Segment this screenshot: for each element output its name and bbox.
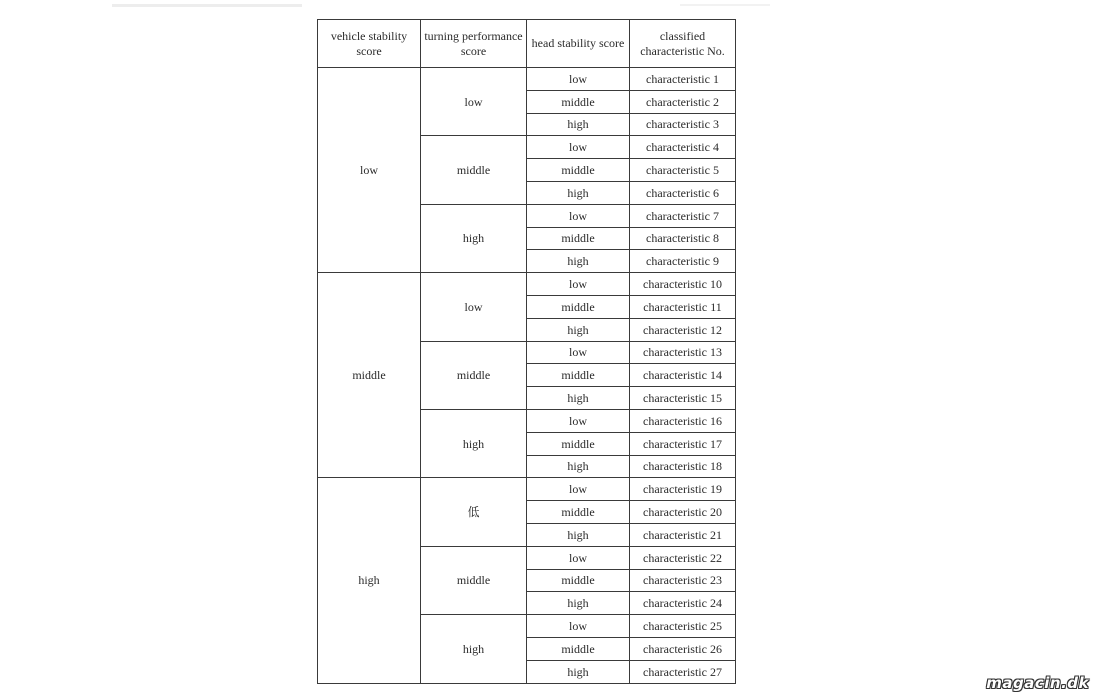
head-stability-cell: middle bbox=[527, 159, 630, 182]
characteristic-cell: characteristic 18 bbox=[630, 455, 736, 478]
header-row bbox=[318, 20, 736, 68]
characteristic-cell: characteristic 17 bbox=[630, 432, 736, 455]
head-stability-cell: high bbox=[527, 523, 630, 546]
turning-performance-cell: middle bbox=[421, 136, 527, 204]
header-head-stability: head stability score bbox=[527, 20, 630, 68]
head-stability-cell: high bbox=[527, 181, 630, 204]
head-stability-cell: middle bbox=[527, 90, 630, 113]
header-classified-characteristic: classified characteristic No. bbox=[630, 20, 736, 68]
characteristic-cell: characteristic 20 bbox=[630, 501, 736, 524]
head-stability-cell: high bbox=[527, 113, 630, 136]
head-stability-cell: middle bbox=[527, 364, 630, 387]
table-body bbox=[318, 68, 736, 684]
turning-performance-cell: high bbox=[421, 204, 527, 272]
characteristic-cell: characteristic 21 bbox=[630, 523, 736, 546]
head-stability-cell: low bbox=[527, 615, 630, 638]
table-row bbox=[318, 273, 736, 296]
turning-performance-cell: middle bbox=[421, 341, 527, 409]
head-stability-cell: high bbox=[527, 592, 630, 615]
head-stability-cell: middle bbox=[527, 295, 630, 318]
turning-performance-cell: high bbox=[421, 409, 527, 477]
vehicle-stability-cell: high bbox=[318, 478, 421, 683]
characteristic-cell: characteristic 1 bbox=[630, 68, 736, 91]
head-stability-cell: middle bbox=[527, 432, 630, 455]
table-row bbox=[318, 68, 736, 91]
head-stability-cell: low bbox=[527, 341, 630, 364]
head-stability-cell: low bbox=[527, 409, 630, 432]
characteristic-cell: characteristic 15 bbox=[630, 387, 736, 410]
turning-performance-cell: low bbox=[421, 68, 527, 136]
head-stability-cell: low bbox=[527, 478, 630, 501]
characteristic-cell: characteristic 25 bbox=[630, 615, 736, 638]
characteristic-cell: characteristic 19 bbox=[630, 478, 736, 501]
head-stability-cell: high bbox=[527, 250, 630, 273]
head-stability-cell: high bbox=[527, 455, 630, 478]
characteristic-cell: characteristic 7 bbox=[630, 204, 736, 227]
watermark-logo: magacin.dk bbox=[986, 674, 1089, 692]
turning-performance-cell: middle bbox=[421, 546, 527, 614]
characteristic-cell: characteristic 14 bbox=[630, 364, 736, 387]
classification-table bbox=[317, 19, 736, 684]
turning-performance-cell: 低 bbox=[421, 478, 527, 546]
head-stability-cell: middle bbox=[527, 501, 630, 524]
characteristic-cell: characteristic 8 bbox=[630, 227, 736, 250]
characteristic-cell: characteristic 10 bbox=[630, 273, 736, 296]
vehicle-stability-cell: middle bbox=[318, 273, 421, 478]
scan-artifact bbox=[112, 4, 302, 7]
header-vehicle-stability: vehicle stability score bbox=[318, 20, 421, 68]
head-stability-cell: middle bbox=[527, 637, 630, 660]
characteristic-cell: characteristic 22 bbox=[630, 546, 736, 569]
head-stability-cell: high bbox=[527, 387, 630, 410]
characteristic-cell: characteristic 23 bbox=[630, 569, 736, 592]
characteristic-cell: characteristic 16 bbox=[630, 409, 736, 432]
characteristic-cell: characteristic 26 bbox=[630, 637, 736, 660]
characteristic-cell: characteristic 2 bbox=[630, 90, 736, 113]
characteristic-cell: characteristic 13 bbox=[630, 341, 736, 364]
head-stability-cell: low bbox=[527, 68, 630, 91]
head-stability-cell: low bbox=[527, 204, 630, 227]
header-turning-performance: turning performance score bbox=[421, 20, 527, 68]
characteristic-cell: characteristic 6 bbox=[630, 181, 736, 204]
head-stability-cell: middle bbox=[527, 569, 630, 592]
turning-performance-cell: high bbox=[421, 615, 527, 683]
characteristic-cell: characteristic 9 bbox=[630, 250, 736, 273]
characteristic-cell: characteristic 5 bbox=[630, 159, 736, 182]
head-stability-cell: low bbox=[527, 273, 630, 296]
head-stability-cell: low bbox=[527, 136, 630, 159]
characteristic-cell: characteristic 12 bbox=[630, 318, 736, 341]
characteristic-cell: characteristic 11 bbox=[630, 295, 736, 318]
characteristic-cell: characteristic 27 bbox=[630, 660, 736, 683]
head-stability-cell: middle bbox=[527, 227, 630, 250]
head-stability-cell: low bbox=[527, 546, 630, 569]
turning-performance-cell: low bbox=[421, 273, 527, 341]
table-row bbox=[318, 478, 736, 501]
head-stability-cell: high bbox=[527, 318, 630, 341]
vehicle-stability-cell: low bbox=[318, 68, 421, 273]
characteristic-cell: characteristic 3 bbox=[630, 113, 736, 136]
scan-artifact bbox=[680, 4, 770, 6]
characteristic-cell: characteristic 4 bbox=[630, 136, 736, 159]
head-stability-cell: high bbox=[527, 660, 630, 683]
characteristic-cell: characteristic 24 bbox=[630, 592, 736, 615]
